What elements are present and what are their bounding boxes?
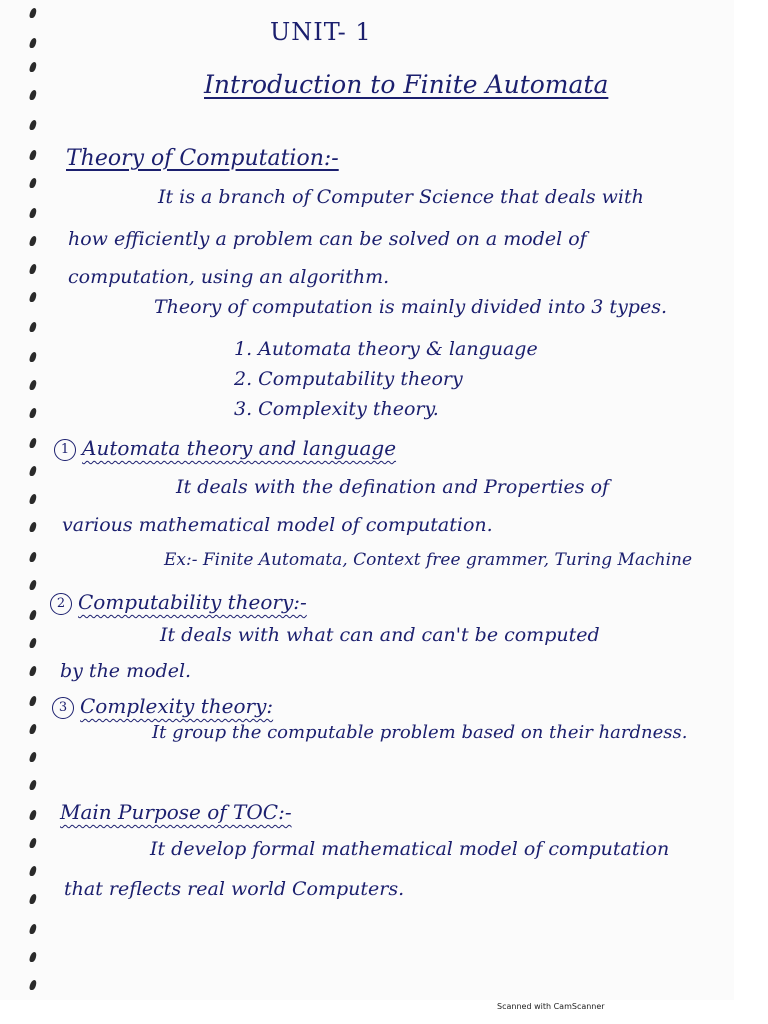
scanner-watermark: Scanned with CamScanner [497,1002,605,1011]
toc-type-item: 1. Automata theory & language [234,338,538,360]
section-number: 3 [52,697,74,719]
toc-type-item: 3. Complexity theory. [234,398,439,420]
scan-margin [734,0,768,1024]
section-line: by the model. [60,660,192,682]
spiral-binding [30,0,44,1000]
section-example: Ex:- Finite Automata, Context free grammer, Turing Machine [164,550,693,570]
section-number: 1 [54,439,76,461]
main-purpose-line: It develop formal mathematical model of computation [150,838,670,860]
section-number: 2 [50,593,72,615]
unit-title: UNIT- 1 [270,18,372,46]
page-heading: Introduction to Finite Automata [204,70,609,99]
toc-heading: Theory of Computation:- [66,146,339,171]
toc-types-intro: Theory of computation is mainly divided into 3 types. [154,296,667,318]
toc-line: It is a branch of Computer Science that deals with [158,186,644,208]
section-heading [52,694,273,719]
section-line: It group the computable problem based on their hardness. [152,722,688,743]
section-title: Computability theory:- [78,590,307,614]
section-heading [50,590,307,615]
section-line: It deals with the defination and Properties of [176,476,610,498]
toc-line: how efficiently a problem can be solved on a model of [68,228,587,250]
toc-type-item: 2. Computability theory [234,368,463,390]
toc-line: computation, using an algorithm. [68,266,390,288]
section-title: Automata theory and language [82,436,397,460]
section-line: It deals with what can and can't be computed [160,624,600,646]
section-heading [54,436,396,461]
main-purpose-line: that reflects real world Computers. [64,878,405,900]
section-line: various mathematical model of computation. [62,514,493,536]
section-title: Complexity theory: [80,694,274,718]
main-purpose-heading: Main Purpose of TOC:- [60,800,292,824]
